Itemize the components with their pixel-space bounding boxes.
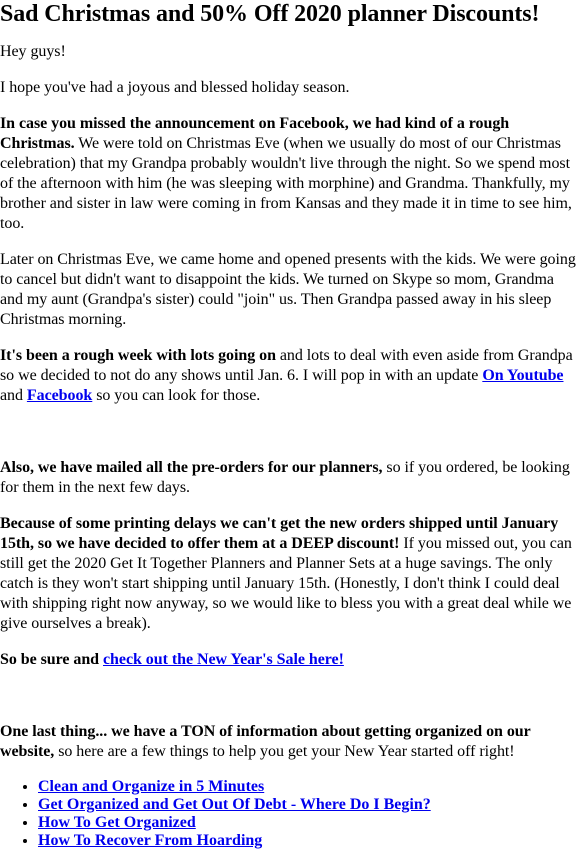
clean-organize-link[interactable]: Clean and Organize in 5 Minutes	[38, 778, 265, 795]
paragraph-rough-week-text-1: and lots to deal with even aside from Grandpa so we decided to not do any shows until Jan. 6. I will pop in with an update	[0, 347, 573, 384]
paragraph-sale	[0, 650, 578, 670]
paragraph-discount-bold: Because of some printing delays we can't get the new orders shipped until January 15th, so we have decided to offer them at a DEEP discount!	[0, 515, 559, 552]
paragraph-preorders-text: so if you ordered, be looking for them in the next few days.	[0, 459, 570, 496]
list-item	[38, 778, 578, 796]
page-title: Sad Christmas and 50% Off 2020 planner Discounts!	[0, 1, 540, 27]
paragraph-rough-week-bold: It's been a rough week with lots going on	[0, 347, 276, 364]
paragraph-discount-text: If you missed out, you can still get the 2020 Get It Together Planners and Planner Sets at a huge savings. The only catch is they won't start shipping until January 15th. (Honestly, I don't think I could deal with shipping right now anyway, so we would like to bless you with a great deal while we give ourselves a break).	[0, 535, 572, 632]
spacer	[0, 406, 578, 458]
paragraph-rough-christmas-text: We were told on Christmas Eve (when we usually do most of our Christmas celebration) that my Grandpa probably wouldn't live through the night. So we spend most of the afternoon with him (he was sleeping with morphine) and Grandma. Thankfully, my brother and sister in law were coming in from Kansas and they made it in time to see him, too.	[0, 135, 572, 232]
facebook-link[interactable]: Facebook	[26, 387, 93, 404]
paragraph-rough-christmas	[0, 114, 578, 234]
new-year-sale-link[interactable]: check out the New Year's Sale here!	[103, 651, 344, 668]
list-item	[38, 832, 578, 850]
spacer	[0, 670, 578, 722]
paragraph-holiday: I hope you've had a joyous and blessed holiday season.	[0, 79, 350, 96]
list-item	[38, 814, 578, 832]
paragraph-one-last-thing-bold: One last thing... we have a TON of information about getting organized on our website,	[0, 723, 531, 760]
paragraph-preorders-bold: Also, we have mailed all the pre-orders for our planners,	[0, 459, 383, 476]
youtube-link[interactable]: On Youtube	[482, 367, 564, 384]
paragraph-one-last-thing	[0, 722, 578, 762]
paragraph-rough-christmas-bold: In case you missed the announcement on Facebook, we had kind of a rough Christmas.	[0, 115, 510, 152]
resource-link-list	[0, 778, 578, 850]
paragraph-one-last-thing-text: so here are a few things to help you get your New Year started off right!	[54, 743, 515, 760]
list-item	[38, 796, 578, 814]
paragraph-rough-week	[0, 346, 578, 406]
recover-from-hoarding-link[interactable]: How To Recover From Hoarding	[38, 832, 263, 849]
paragraph-preorders	[0, 458, 578, 498]
paragraph-christmas-eve: Later on Christmas Eve, we came home and opened presents with the kids. We were going to cancel but didn't want to disappoint the kids. We turned on Skype so mom, Grandma and my aunt (Grandpa's sister) could "join" us. Then Grandpa passed away in his sleep Christmas morning.	[0, 251, 576, 328]
paragraph-rough-week-text-2: and	[0, 387, 27, 404]
paragraph-sale-bold: So be sure and	[0, 651, 103, 668]
paragraph-rough-week-text-3: so you can look for those.	[92, 387, 261, 404]
paragraph-discount	[0, 514, 578, 634]
get-out-of-debt-link[interactable]: Get Organized and Get Out Of Debt - Where Do I Begin?	[38, 796, 431, 813]
greeting: Hey guys!	[0, 43, 66, 60]
how-to-get-organized-link[interactable]: How To Get Organized	[38, 814, 196, 831]
